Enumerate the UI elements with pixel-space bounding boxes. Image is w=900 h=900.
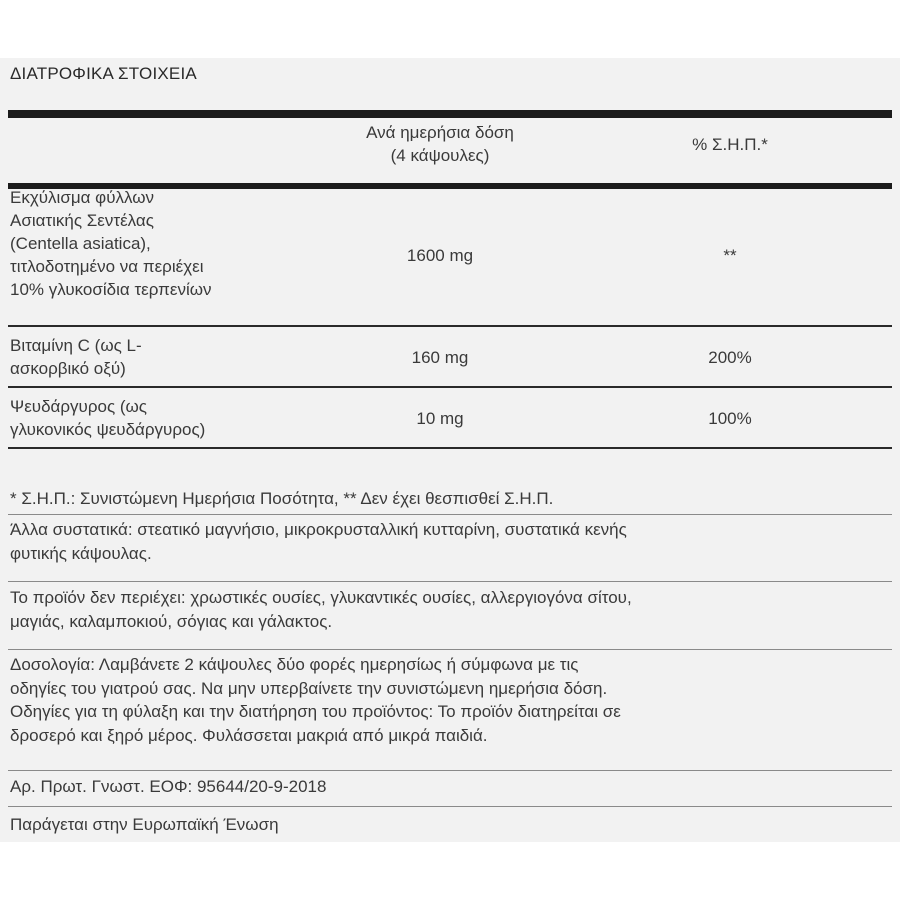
- section-divider: [8, 806, 892, 807]
- header-dose-line1: Ανά ημερήσια δόση: [366, 123, 514, 142]
- row-divider: [8, 386, 892, 388]
- table-cell-ref: 200%: [708, 348, 752, 367]
- section-divider: [8, 581, 892, 582]
- header-dose-line2: (4 κάψουλες): [390, 146, 490, 165]
- dosage-and-storage: Δοσολογία: Λαμβάνετε 2 κάψουλες δύο φορές ημερησίως ή σύμφωνα με τις οδηγίες του γιατρού σας. Να μην υπερβαίνετε την συνιστώμενη ημερήσια δόση. Οδηγίες για τη φύλαξη και την διατήρηση του προϊόντος: Το προϊόν διατηρείται σε δροσερό και ξηρό μέρος. Φυλάσσεται μακριά από μικρά παιδιά.: [10, 655, 621, 745]
- section-divider: [8, 649, 892, 650]
- header-ref: % Σ.Η.Π.*: [692, 135, 768, 154]
- registration-number: Αρ. Πρωτ. Γνωστ. ΕΟΦ: 95644/20-9-2018: [10, 777, 327, 796]
- table-cell-ref: 100%: [708, 409, 752, 428]
- row-divider: [8, 325, 892, 327]
- table-cell-dose: 160 mg: [411, 348, 469, 367]
- table-cell-ref: **: [723, 246, 737, 265]
- table-cell-dose: 10 mg: [416, 409, 464, 428]
- other-ingredients: Άλλα συστατικά: στεατικό μαγνήσιο, μικροκρυσταλλική κυτταρίνη, συστατικά κενής φυτικής κάψουλας.: [10, 520, 627, 563]
- header-dose: [250, 121, 630, 167]
- table-top-bar: [8, 110, 892, 118]
- footnote: * Σ.Η.Π.: Συνιστώμενη Ημερήσια Ποσότητα, ** Δεν έχει θεσπισθεί Σ.Η.Π.: [10, 489, 554, 508]
- table-row-name: Εκχύλισμα φύλλων Ασιατικής Σεντέλας (Centella asiatica), τιτλοδοτημένο να περιέχει 10% γλυκοσίδια τερπενίων: [10, 188, 212, 299]
- free-from: Το προϊόν δεν περιέχει: χρωστικές ουσίες, γλυκαντικές ουσίες, αλλεργιογόνα σίτου, μαγιάς, καλαμποκιού, σόγιας και γάλακτος.: [10, 588, 632, 631]
- table-bottom-rule: [8, 447, 892, 449]
- table-cell-dose: 1600 mg: [406, 246, 474, 265]
- table-row-name: Ψευδάργυρος (ως γλυκονικός ψευδάργυρος): [10, 397, 206, 439]
- page-title: ΔΙΑΤΡΟΦΙΚΑ ΣΤΟΙΧΕΙΑ: [10, 64, 197, 83]
- origin: Παράγεται στην Ευρωπαϊκή Ένωση: [10, 815, 279, 834]
- table-row-name: Βιταμίνη C (ως L- ασκορβικό οξύ): [10, 336, 142, 378]
- section-divider: [8, 514, 892, 515]
- section-divider: [8, 770, 892, 771]
